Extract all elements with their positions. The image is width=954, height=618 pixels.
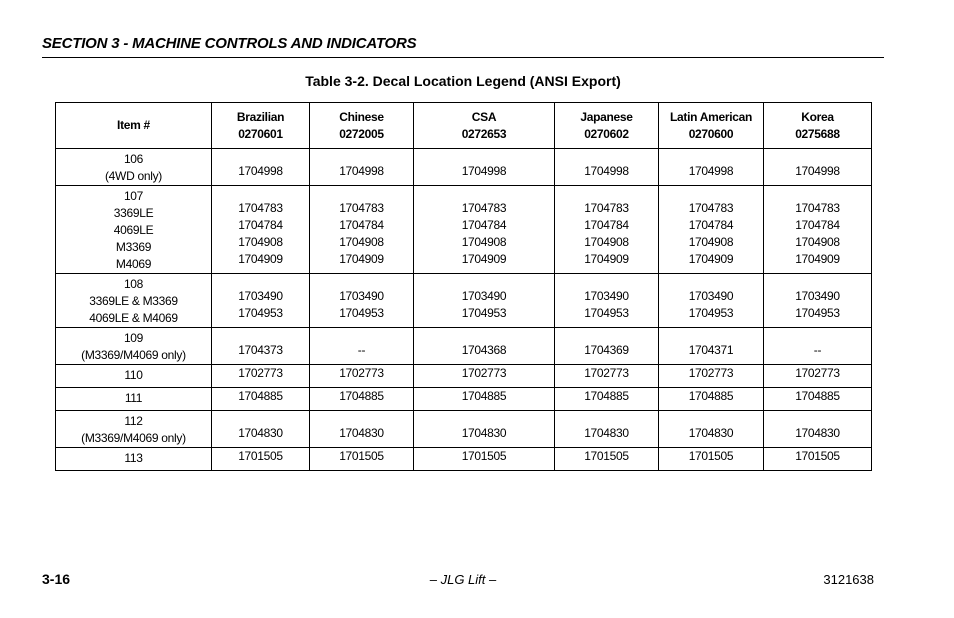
part-number: 1704885 bbox=[238, 389, 283, 403]
part-number-cell bbox=[659, 448, 764, 471]
part-number-cell bbox=[659, 149, 764, 186]
part-number: 1702773 bbox=[795, 366, 840, 380]
part-number: 1704998 bbox=[795, 164, 840, 178]
part-number: 1704830 bbox=[795, 426, 840, 440]
part-number: 1704784 bbox=[688, 218, 734, 232]
part-number: 1704784 bbox=[339, 218, 384, 232]
item-line: (4WD only) bbox=[104, 169, 162, 183]
column-header-line: 0270602 bbox=[584, 126, 629, 141]
part-number-cell bbox=[764, 388, 872, 411]
part-number-cell bbox=[659, 365, 764, 388]
part-number-cell bbox=[310, 448, 414, 471]
part-number: 1704998 bbox=[584, 164, 629, 178]
table-row bbox=[56, 328, 872, 365]
item-line: 4069LE & M4069 bbox=[89, 311, 178, 325]
section-title: SECTION 3 - MACHINE CONTROLS AND INDICATORS bbox=[42, 35, 417, 52]
column-header bbox=[555, 103, 659, 149]
part-number: 1704783 bbox=[795, 201, 840, 215]
table-body bbox=[56, 149, 872, 471]
part-number: 1701505 bbox=[688, 449, 734, 463]
column-header-line: Item # bbox=[117, 118, 150, 132]
part-number-cell bbox=[659, 186, 764, 274]
table-row bbox=[56, 448, 872, 471]
column-header-line: Chinese bbox=[339, 109, 384, 124]
part-number: 1704885 bbox=[339, 389, 384, 403]
part-number: 1704908 bbox=[461, 235, 507, 249]
item-line: 111 bbox=[124, 391, 143, 405]
item-cell bbox=[56, 411, 212, 448]
column-header-line: CSA bbox=[471, 109, 497, 124]
part-number-cell bbox=[764, 274, 872, 328]
part-number: 1704369 bbox=[584, 343, 629, 357]
part-number-cell bbox=[212, 149, 310, 186]
part-number: 1704953 bbox=[584, 306, 629, 320]
part-number: 1704909 bbox=[238, 252, 283, 266]
part-number: 1704373 bbox=[238, 343, 283, 357]
column-header bbox=[56, 103, 212, 149]
part-number: 1704784 bbox=[584, 218, 629, 232]
part-number-cell bbox=[764, 186, 872, 274]
part-number-cell bbox=[555, 448, 659, 471]
part-number-cell bbox=[310, 149, 414, 186]
item-line: M3369 bbox=[115, 240, 152, 254]
part-number-cell bbox=[414, 328, 555, 365]
part-number-cell bbox=[212, 448, 310, 471]
item-line: M4069 bbox=[115, 257, 152, 271]
part-number-cell bbox=[212, 186, 310, 274]
part-number-cell bbox=[764, 365, 872, 388]
part-number: 1701505 bbox=[339, 449, 384, 463]
item-line: 113 bbox=[124, 451, 143, 465]
column-header-line: 0270600 bbox=[688, 126, 734, 141]
part-number-cell bbox=[414, 274, 555, 328]
item-cell bbox=[56, 388, 212, 411]
part-number: 1703490 bbox=[339, 289, 384, 303]
part-number: 1704885 bbox=[688, 389, 734, 403]
part-number: 1704953 bbox=[238, 306, 283, 320]
table-row bbox=[56, 411, 872, 448]
part-number: 1704783 bbox=[688, 201, 734, 215]
part-number: 1702773 bbox=[688, 366, 734, 380]
part-number-cell bbox=[764, 328, 872, 365]
part-number: 1704998 bbox=[688, 164, 734, 178]
part-number-cell bbox=[555, 149, 659, 186]
part-number-cell bbox=[555, 274, 659, 328]
part-number-cell bbox=[414, 448, 555, 471]
part-number: 1704909 bbox=[461, 252, 507, 266]
part-number: 1701505 bbox=[238, 449, 283, 463]
part-number: 1704908 bbox=[238, 235, 283, 249]
header-rule bbox=[42, 57, 884, 58]
item-line: 112 bbox=[124, 414, 143, 428]
part-number: 1704783 bbox=[339, 201, 384, 215]
part-number: 1703490 bbox=[584, 289, 629, 303]
part-number: 1704908 bbox=[584, 235, 629, 249]
table-row bbox=[56, 365, 872, 388]
part-number-cell bbox=[555, 365, 659, 388]
part-number: 1702773 bbox=[238, 366, 283, 380]
part-number-cell bbox=[212, 388, 310, 411]
decal-legend-table bbox=[55, 102, 872, 471]
column-header bbox=[659, 103, 764, 149]
part-number: 1704909 bbox=[339, 252, 384, 266]
item-cell bbox=[56, 186, 212, 274]
part-number-cell bbox=[555, 411, 659, 448]
part-number: 1704953 bbox=[795, 306, 840, 320]
part-number: 1704784 bbox=[795, 218, 840, 232]
item-line: 108 bbox=[123, 277, 144, 291]
part-number: 1704371 bbox=[688, 343, 734, 357]
part-number: 1704908 bbox=[339, 235, 384, 249]
table-header-row bbox=[56, 103, 872, 149]
part-number-cell bbox=[414, 149, 555, 186]
part-number: 1704885 bbox=[584, 389, 629, 403]
part-number: 1704830 bbox=[461, 426, 507, 440]
part-number: 1704909 bbox=[688, 252, 734, 266]
part-number-cell bbox=[310, 274, 414, 328]
part-number: 1701505 bbox=[795, 449, 840, 463]
part-number: 1704885 bbox=[461, 389, 507, 403]
item-line: (M3369/M4069 only) bbox=[81, 348, 186, 362]
part-number-cell bbox=[764, 411, 872, 448]
column-header bbox=[414, 103, 555, 149]
item-cell bbox=[56, 274, 212, 328]
column-header-line: 0275688 bbox=[795, 126, 840, 141]
part-number-cell bbox=[555, 388, 659, 411]
part-number-cell bbox=[212, 328, 310, 365]
part-number-cell bbox=[659, 388, 764, 411]
part-number-cell bbox=[659, 274, 764, 328]
document-number: 3121638 bbox=[823, 572, 874, 587]
part-number: 1704368 bbox=[461, 343, 507, 357]
part-number: 1704998 bbox=[238, 164, 283, 178]
part-number: 1702773 bbox=[584, 366, 629, 380]
column-header bbox=[310, 103, 414, 149]
column-header bbox=[212, 103, 310, 149]
table-row bbox=[56, 388, 872, 411]
part-number: 1704783 bbox=[584, 201, 629, 215]
table-caption: Table 3-2. Decal Location Legend (ANSI Export) bbox=[305, 73, 621, 89]
part-number: 1704830 bbox=[584, 426, 629, 440]
part-number: 1704783 bbox=[461, 201, 507, 215]
part-number-cell bbox=[310, 328, 414, 365]
part-number-cell bbox=[310, 186, 414, 274]
item-line: (M3369/M4069 only) bbox=[81, 431, 186, 445]
part-number-cell bbox=[659, 328, 764, 365]
column-header-line: Korea bbox=[801, 109, 834, 124]
column-header-line: Japanese bbox=[580, 109, 633, 124]
part-number-cell bbox=[414, 411, 555, 448]
column-header bbox=[764, 103, 872, 149]
part-number: 1704909 bbox=[795, 252, 840, 266]
item-cell bbox=[56, 328, 212, 365]
part-number: 1703490 bbox=[688, 289, 734, 303]
part-number: 1701505 bbox=[584, 449, 629, 463]
part-number: 1703490 bbox=[795, 289, 840, 303]
part-number: -- bbox=[813, 343, 822, 357]
part-number-cell bbox=[659, 411, 764, 448]
part-number-cell bbox=[212, 365, 310, 388]
item-line: 3369LE & M3369 bbox=[89, 294, 178, 308]
table-row bbox=[56, 149, 872, 186]
part-number: 1704784 bbox=[461, 218, 507, 232]
page-number: 3-16 bbox=[42, 571, 71, 587]
column-header-line: 0270601 bbox=[238, 126, 283, 141]
part-number: 1704885 bbox=[795, 389, 840, 403]
part-number: 1702773 bbox=[339, 366, 384, 380]
part-number: 1704998 bbox=[339, 164, 384, 178]
column-header-line: Latin American bbox=[669, 109, 753, 124]
part-number: 1704909 bbox=[584, 252, 629, 266]
column-header-line: 0272005 bbox=[339, 126, 384, 141]
part-number: 1704953 bbox=[688, 306, 734, 320]
item-cell bbox=[56, 149, 212, 186]
column-header-line: 0272653 bbox=[461, 126, 507, 141]
part-number-cell bbox=[555, 328, 659, 365]
part-number-cell bbox=[764, 149, 872, 186]
part-number-cell bbox=[414, 388, 555, 411]
part-number: 1704830 bbox=[238, 426, 283, 440]
footer-title: – JLG Lift – bbox=[429, 572, 497, 587]
part-number: 1704953 bbox=[339, 306, 384, 320]
part-number-cell bbox=[310, 388, 414, 411]
part-number: 1701505 bbox=[461, 449, 507, 463]
table-row bbox=[56, 274, 872, 328]
part-number: 1702773 bbox=[461, 366, 507, 380]
part-number-cell bbox=[764, 448, 872, 471]
part-number-cell bbox=[414, 186, 555, 274]
item-cell bbox=[56, 365, 212, 388]
item-cell bbox=[56, 448, 212, 471]
part-number-cell bbox=[555, 186, 659, 274]
table-row bbox=[56, 186, 872, 274]
item-line: 107 bbox=[123, 189, 144, 203]
part-number: 1704783 bbox=[238, 201, 283, 215]
part-number: 1704830 bbox=[688, 426, 734, 440]
part-number: 1704953 bbox=[461, 306, 507, 320]
item-line: 110 bbox=[124, 368, 143, 382]
column-header-line: Brazilian bbox=[236, 109, 285, 124]
part-number-cell bbox=[212, 411, 310, 448]
part-number-cell bbox=[414, 365, 555, 388]
part-number: 1703490 bbox=[238, 289, 283, 303]
part-number-cell bbox=[310, 365, 414, 388]
part-number: 1704784 bbox=[238, 218, 283, 232]
part-number: 1704908 bbox=[688, 235, 734, 249]
part-number: 1704908 bbox=[795, 235, 840, 249]
part-number: 1703490 bbox=[461, 289, 507, 303]
part-number: 1704830 bbox=[339, 426, 384, 440]
part-number: -- bbox=[357, 343, 366, 357]
part-number: 1704998 bbox=[461, 164, 507, 178]
item-line: 4069LE bbox=[113, 223, 154, 237]
item-line: 106 bbox=[123, 152, 144, 166]
part-number-cell bbox=[212, 274, 310, 328]
item-line: 109 bbox=[123, 331, 144, 345]
item-line: 3369LE bbox=[113, 206, 154, 220]
part-number-cell bbox=[310, 411, 414, 448]
